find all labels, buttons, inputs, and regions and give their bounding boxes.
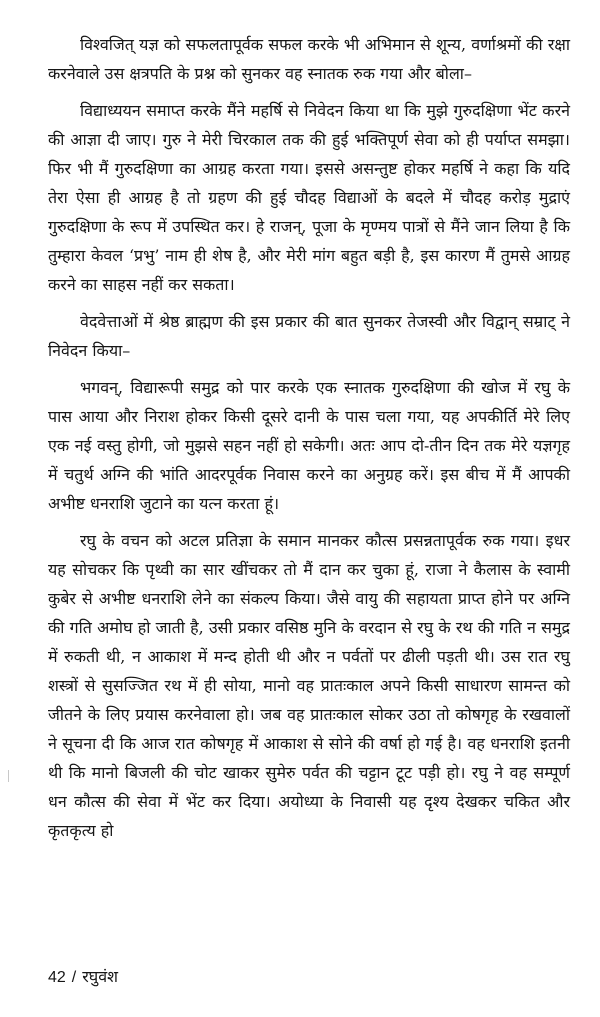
margin-mark <box>8 770 9 782</box>
paragraph: विश्वजित् यज्ञ को सफलतापूर्वक सफल करके भी अभिमान से शून्य, वर्णाश्रमों की रक्षा करनेवाले उस क्षत्रपति के प्रश्न को सुनकर वह स्नातक रुक गया और बोला– <box>48 35 570 83</box>
page-body <box>48 30 570 970</box>
paragraph: विद्याध्ययन समाप्त करके मैंने महर्षि से निवेदन किया था कि मुझे गुरुदक्षिणा भेंट करने की आज्ञा दी जाए। गुरु ने मेरी चिरकाल तक की हुई भक्तिपूर्ण सेवा को ही पर्याप्त समझा। फिर भी मैं गुरुदक्षिणा का आग्रह करता गया। इससे असन्तुष्ट होकर महर्षि ने कहा कि यदि तेरा ऐसा ही आग्रह है तो ग्रहण की हुई चौदह विद्याओं के बदले में चौदह करोड़ मुद्राएं गुरुदक्षिणा के रूप में उपस्थित कर। हे राजन्, पूजा के मृण्मय पात्रों से मैंने जान लिया है कि तुम्हारा केवल ‘प्रभु’ नाम ही शेष है, और मेरी मांग बहुत बड़ी है, इस कारण मैं तुमसे आग्रह करने का साहस नहीं कर सकता। <box>48 101 570 294</box>
book-title: रघुवंश <box>82 969 119 986</box>
page-number: 42 <box>48 969 66 986</box>
page-footer <box>48 966 118 990</box>
paragraph: वेदवेत्ताओं में श्रेष्ठ ब्राह्मण की इस प्रकार की बात सुनकर तेजस्वी और विद्वान् सम्राट् ने निवेदन किया– <box>48 312 570 360</box>
paragraph: रघु के वचन को अटल प्रतिज्ञा के समान मानकर कौत्स प्रसन्नतापूर्वक रुक गया। इधर यह सोचकर कि पृथ्वी का सार खींचकर तो मैं दान कर चुका हूं, राजा ने कैलास के स्वामी कुबेर से अभीष्ट धनराशि लेने का संकल्प किया। जैसे वायु की सहायता प्राप्त होने पर अग्नि की गति अमोघ हो जाती है, उसी प्रकार वसिष्ठ मुनि के वरदान से रघु के रथ की गति न समुद्र में रुकती थी, न आकाश में मन्द होती थी और न पर्वतों पर ढीली पड़ती थी। उस रात रघु शस्त्रों से सुसज्जित रथ में ही सोया, मानो वह प्रातःकाल अपने किसी साधारण सामन्त को जीतने के लिए प्रयास करनेवाला हो। जब वह प्रातःकाल सोकर उठा तो कोषगृह के रखवालों ने सूचना दी कि आज रात कोषगृह में आकाश से सोने की वर्षा हो गई है। वह धनराशि इतनी थी कि मानो बिजली की चोट खाकर सुमेरु पर्वत की चट्टान टूट पड़ी हो। रघु ने वह सम्पूर्ण धन कौत्स की सेवा में भेंट कर दिया। अयोध्या के निवासी यह दृश्य देखकर चकित और कृतकृत्य हो <box>48 531 570 840</box>
paragraph: भगवन्, विद्यारूपी समुद्र को पार करके एक स्नातक गुरुदक्षिणा की खोज में रघु के पास आया और निराश होकर किसी दूसरे दानी के पास चला गया, यह अपकीर्ति मेरे लिए एक नई वस्तु होगी, जो मुझसे सहन नहीं हो सकेगी। अतः आप दो-तीन दिन तक मेरे यज्ञगृह में चतुर्थ अग्नि की भांति आदरपूर्वक निवास करने का अनुग्रह करें। इस बीच में मैं आपकी अभीष्ट धनराशि जुटाने का यत्न करता हूं। <box>48 378 570 513</box>
footer-separator: / <box>71 969 77 986</box>
